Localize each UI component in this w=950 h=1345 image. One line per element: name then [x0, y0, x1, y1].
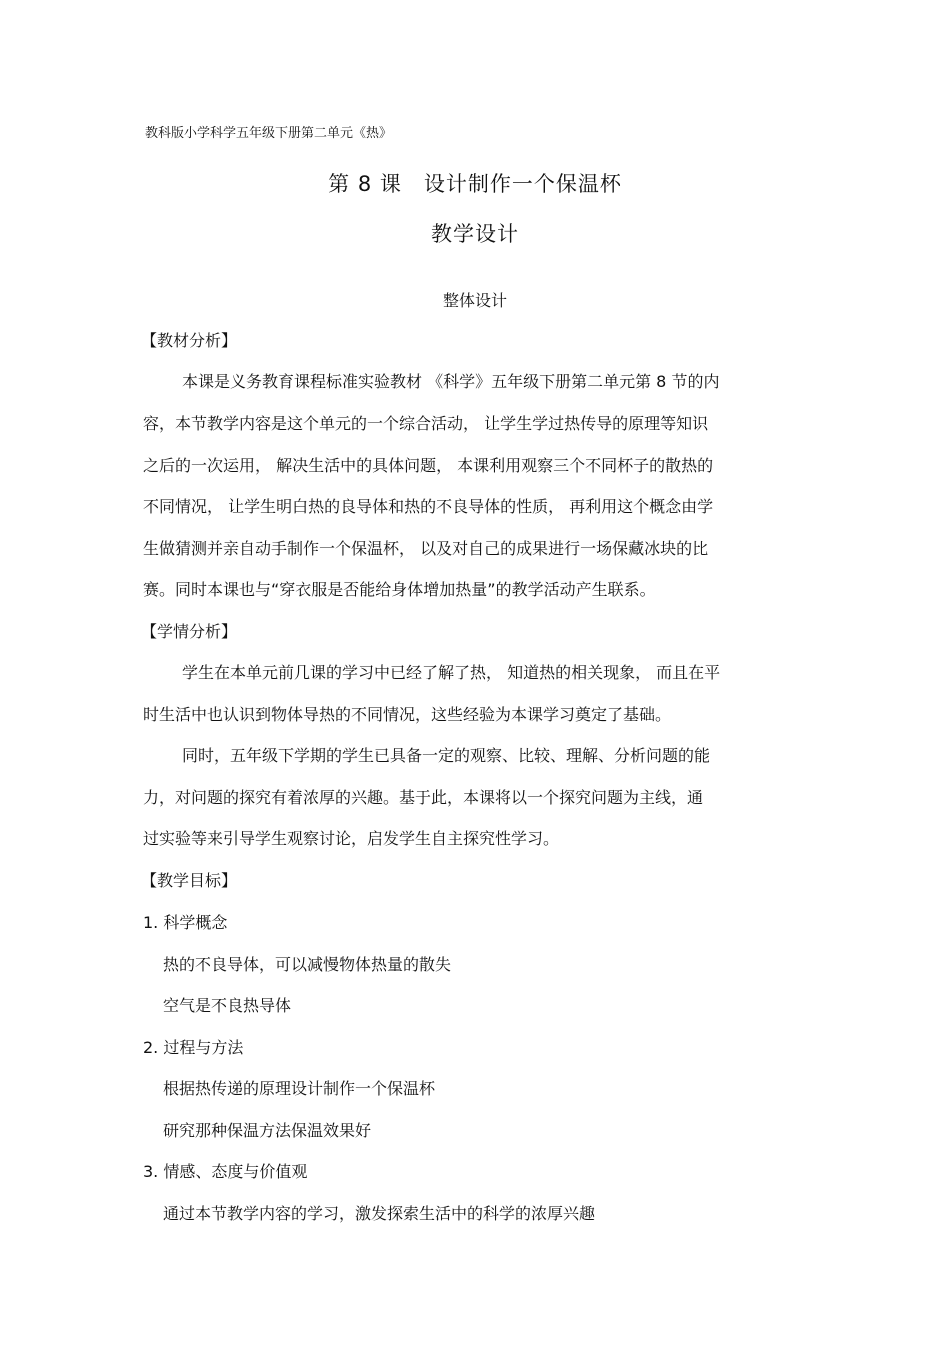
paragraph-line: 赛。同时本课也与“穿衣服是否能给身体增加热量”的教学活动产生联系。: [143, 580, 656, 599]
paragraph-line: 容，本节教学内容是这个单元的一个综合活动， 让学生学过热传导的原理等知识: [143, 414, 709, 433]
paragraph-line: 时生活中也认识到物体导热的不同情况，这些经验为本课学习奠定了基础。: [143, 705, 672, 724]
lesson-name: 设计制作一个保温杯: [423, 172, 622, 196]
paragraph-line: 不同情况， 让学生明白热的良导体和热的不良导体的性质， 再利用这个概念由学: [143, 497, 714, 516]
paragraph-line: 生做猜测并亲自动手制作一个保温杯， 以及对自己的成果进行一场保藏冰块的比: [143, 539, 709, 558]
paragraph-line: 过实验等来引导学生观察讨论，启发学生自主探究性学习。: [143, 829, 560, 848]
objective-point: 通过本节教学内容的学习，激发探索生活中的科学的浓厚兴趣: [163, 1204, 596, 1223]
section-heading-textbook: 【教材分析】: [141, 331, 238, 350]
objective-label: 3. 情感、态度与价值观: [143, 1162, 308, 1181]
paragraph-line: 力，对问题的探究有着浓厚的兴趣。基于此，本课将以一个探究问题为主线，通: [143, 788, 704, 807]
objective-point: 空气是不良热导体: [163, 996, 292, 1015]
section-heading-objectives: 【教学目标】: [141, 871, 238, 890]
lesson-number: 第 8 课: [328, 172, 402, 196]
paragraph-line: 同时，五年级下学期的学生已具备一定的观察、比较、理解、分析问题的能: [182, 746, 711, 765]
paragraph-line: 学生在本单元前几课的学习中已经了解了热， 知道热的相关现象， 而且在平: [182, 663, 721, 682]
objective-point: 根据热传递的原理设计制作一个保温杯: [163, 1079, 436, 1098]
objective-point: 热的不良导体，可以减慢物体热量的散失: [163, 955, 452, 974]
paragraph-line: 本课是义务教育课程标准实验教材 《科学》五年级下册第二单元第 8 节的内: [182, 372, 720, 391]
paragraph-line: 之后的一次运用， 解决生活中的具体问题， 本课利用观察三个不同杯子的散热的: [143, 456, 714, 475]
document-header: 教科版小学科学五年级下册第二单元《热》: [145, 126, 393, 141]
overall-design-heading: 整体设计: [442, 291, 507, 310]
objective-point: 研究那种保温方法保温效果好: [163, 1121, 372, 1140]
objective-label: 1. 科学概念: [143, 913, 228, 932]
lesson-title: [0, 174, 950, 195]
objective-label: 2. 过程与方法: [143, 1038, 244, 1057]
document-subtitle: 教学设计: [431, 222, 519, 246]
section-heading-students: 【学情分析】: [141, 622, 238, 641]
